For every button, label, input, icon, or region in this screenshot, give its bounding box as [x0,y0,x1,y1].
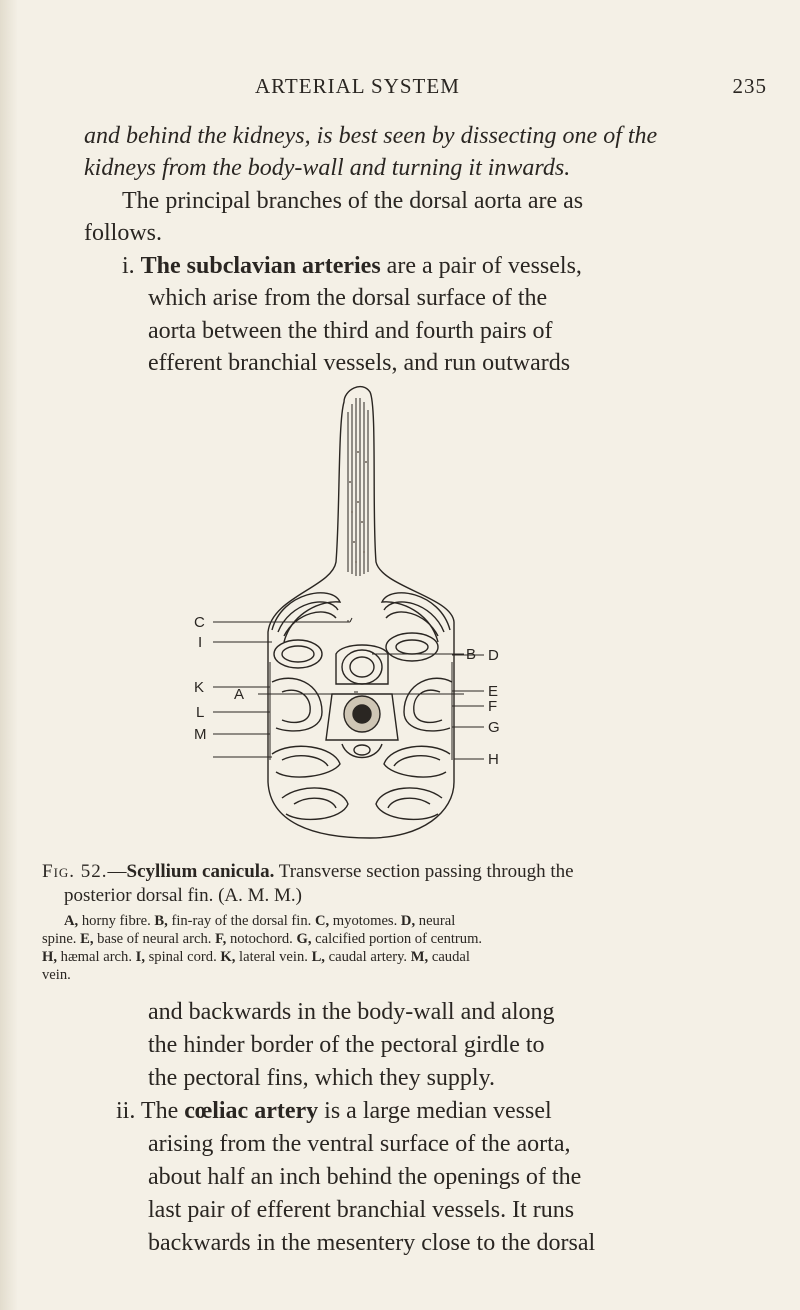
label-G: G [488,719,500,736]
caption-legend-2 [42,930,757,948]
text-line: about half an inch behind the openings of the [148,1164,582,1190]
legend-key: D, [400,913,416,929]
list-numeral: i. [122,253,135,279]
text-line: kidneys from the body-wall and turning it inwards. [84,155,571,181]
legend-key: M, [410,949,429,965]
legend-text: fin-ray of the dorsal fin. [171,913,312,929]
label-F: F [488,698,498,715]
myotome-left-d [282,788,348,819]
legend-text: hæmal arch. [60,949,132,965]
legend-text: lateral vein. [239,949,308,965]
text-line: the pectoral fins, which they supply. [148,1065,496,1091]
figure-number: Fig. 52. [42,861,108,882]
label-L: L [196,704,205,721]
neural-arch [336,645,388,684]
figure-caption [42,860,757,984]
body-outline [268,387,454,838]
legend-key: K, [220,949,236,965]
label-K: K [194,679,205,696]
list-item-ii [116,1095,552,1127]
running-head [255,74,767,99]
myotome-right-a [386,633,438,661]
legend-text: base of neural arch. [97,931,212,947]
legend-key: H, [42,949,57,965]
myotome-right-upper [382,593,450,642]
label-H: H [488,751,499,768]
legend-key: C, [314,913,330,929]
list-item-i [122,250,582,282]
legend-key: G, [296,931,312,947]
text-line: last pair of efferent branchial vessels. It runs [148,1197,575,1223]
label-D: D [488,647,499,664]
legend-key: A, [64,913,79,929]
text-line: and backwards in the body-wall and along [148,999,555,1025]
text-line: The principal branches of the dorsal aorta are as [122,188,584,214]
myotome-left-a [274,640,322,668]
label-A: A [234,686,245,703]
caption-legend-3 [42,948,757,966]
label-C: C [194,614,205,631]
legend-key: F, [215,931,227,947]
legend-text: calcified portion of centrum. [315,931,483,947]
legend-key: B, [154,913,168,929]
legend-text: myotomes. [332,913,398,929]
myotome-left-c [272,746,340,777]
legend-text: spine. [42,931,77,947]
text-line: efferent branchial vessels, and run outwards [148,350,571,376]
myotome-right-c [384,746,450,777]
myotome-right-d [376,788,442,819]
legend-text: spinal cord. [148,949,217,965]
caption-description-2: posterior dorsal fin. [64,885,214,906]
text-line: arising from the ventral surface of the aorta, [148,1131,571,1157]
list-numeral: ii. [116,1098,136,1124]
section-illustration [172,362,632,840]
legend-key: E, [80,931,94,947]
legend-key: I, [135,949,145,965]
legend-text: caudal [431,949,470,965]
species-name: Scyllium canicula. [126,861,275,882]
text-span: are a pair of vessels, [386,253,582,279]
legend-key: L, [311,949,325,965]
term-subclavian: The subclavian arteries [140,253,381,279]
page-edge [0,0,18,1310]
caption-description: Transverse section passing through the [278,861,574,882]
fin-rays [348,398,368,576]
myotome-left-b [272,678,322,731]
leader-lines [213,618,484,759]
caption-dash: — [107,861,127,882]
legend-text: caudal artery. [328,949,408,965]
text-line: and behind the kidneys, is best seen by dissecting one of the [84,123,658,149]
spinal-cord [342,650,382,684]
legend-text: neural [418,913,456,929]
text-line: follows. [84,220,162,246]
label-E: E [488,683,499,700]
legend-text: horny fibre. [81,913,151,929]
caudal-artery [354,745,370,755]
text-line: aorta between the third and fourth pairs of [148,318,553,344]
label-B: B [466,646,477,663]
caption-title [42,860,757,884]
caption-credit: (A. M. M.) [218,885,302,906]
term-coeliac: cœliac artery [184,1098,319,1124]
text-span: The [140,1098,179,1124]
caption-legend-4 [42,966,757,984]
label-M: M [194,726,207,743]
text-line: backwards in the mesentery close to the dorsal [148,1230,596,1256]
caption-legend [42,912,757,930]
running-head-title: ARTERIAL SYSTEM [255,74,460,98]
legend-text: notochord. [229,931,293,947]
text-line: the hinder border of the pectoral girdle to [148,1032,545,1058]
figure-transverse-section [172,362,632,840]
myotome-left-upper [272,593,340,642]
text-span: is a large median vessel [324,1098,552,1124]
label-I: I [198,634,203,651]
text-line: which arise from the dorsal surface of the [148,285,548,311]
legend-text: vein. [42,967,71,983]
page-number: 235 [732,74,767,98]
caption-title-2 [42,884,757,908]
